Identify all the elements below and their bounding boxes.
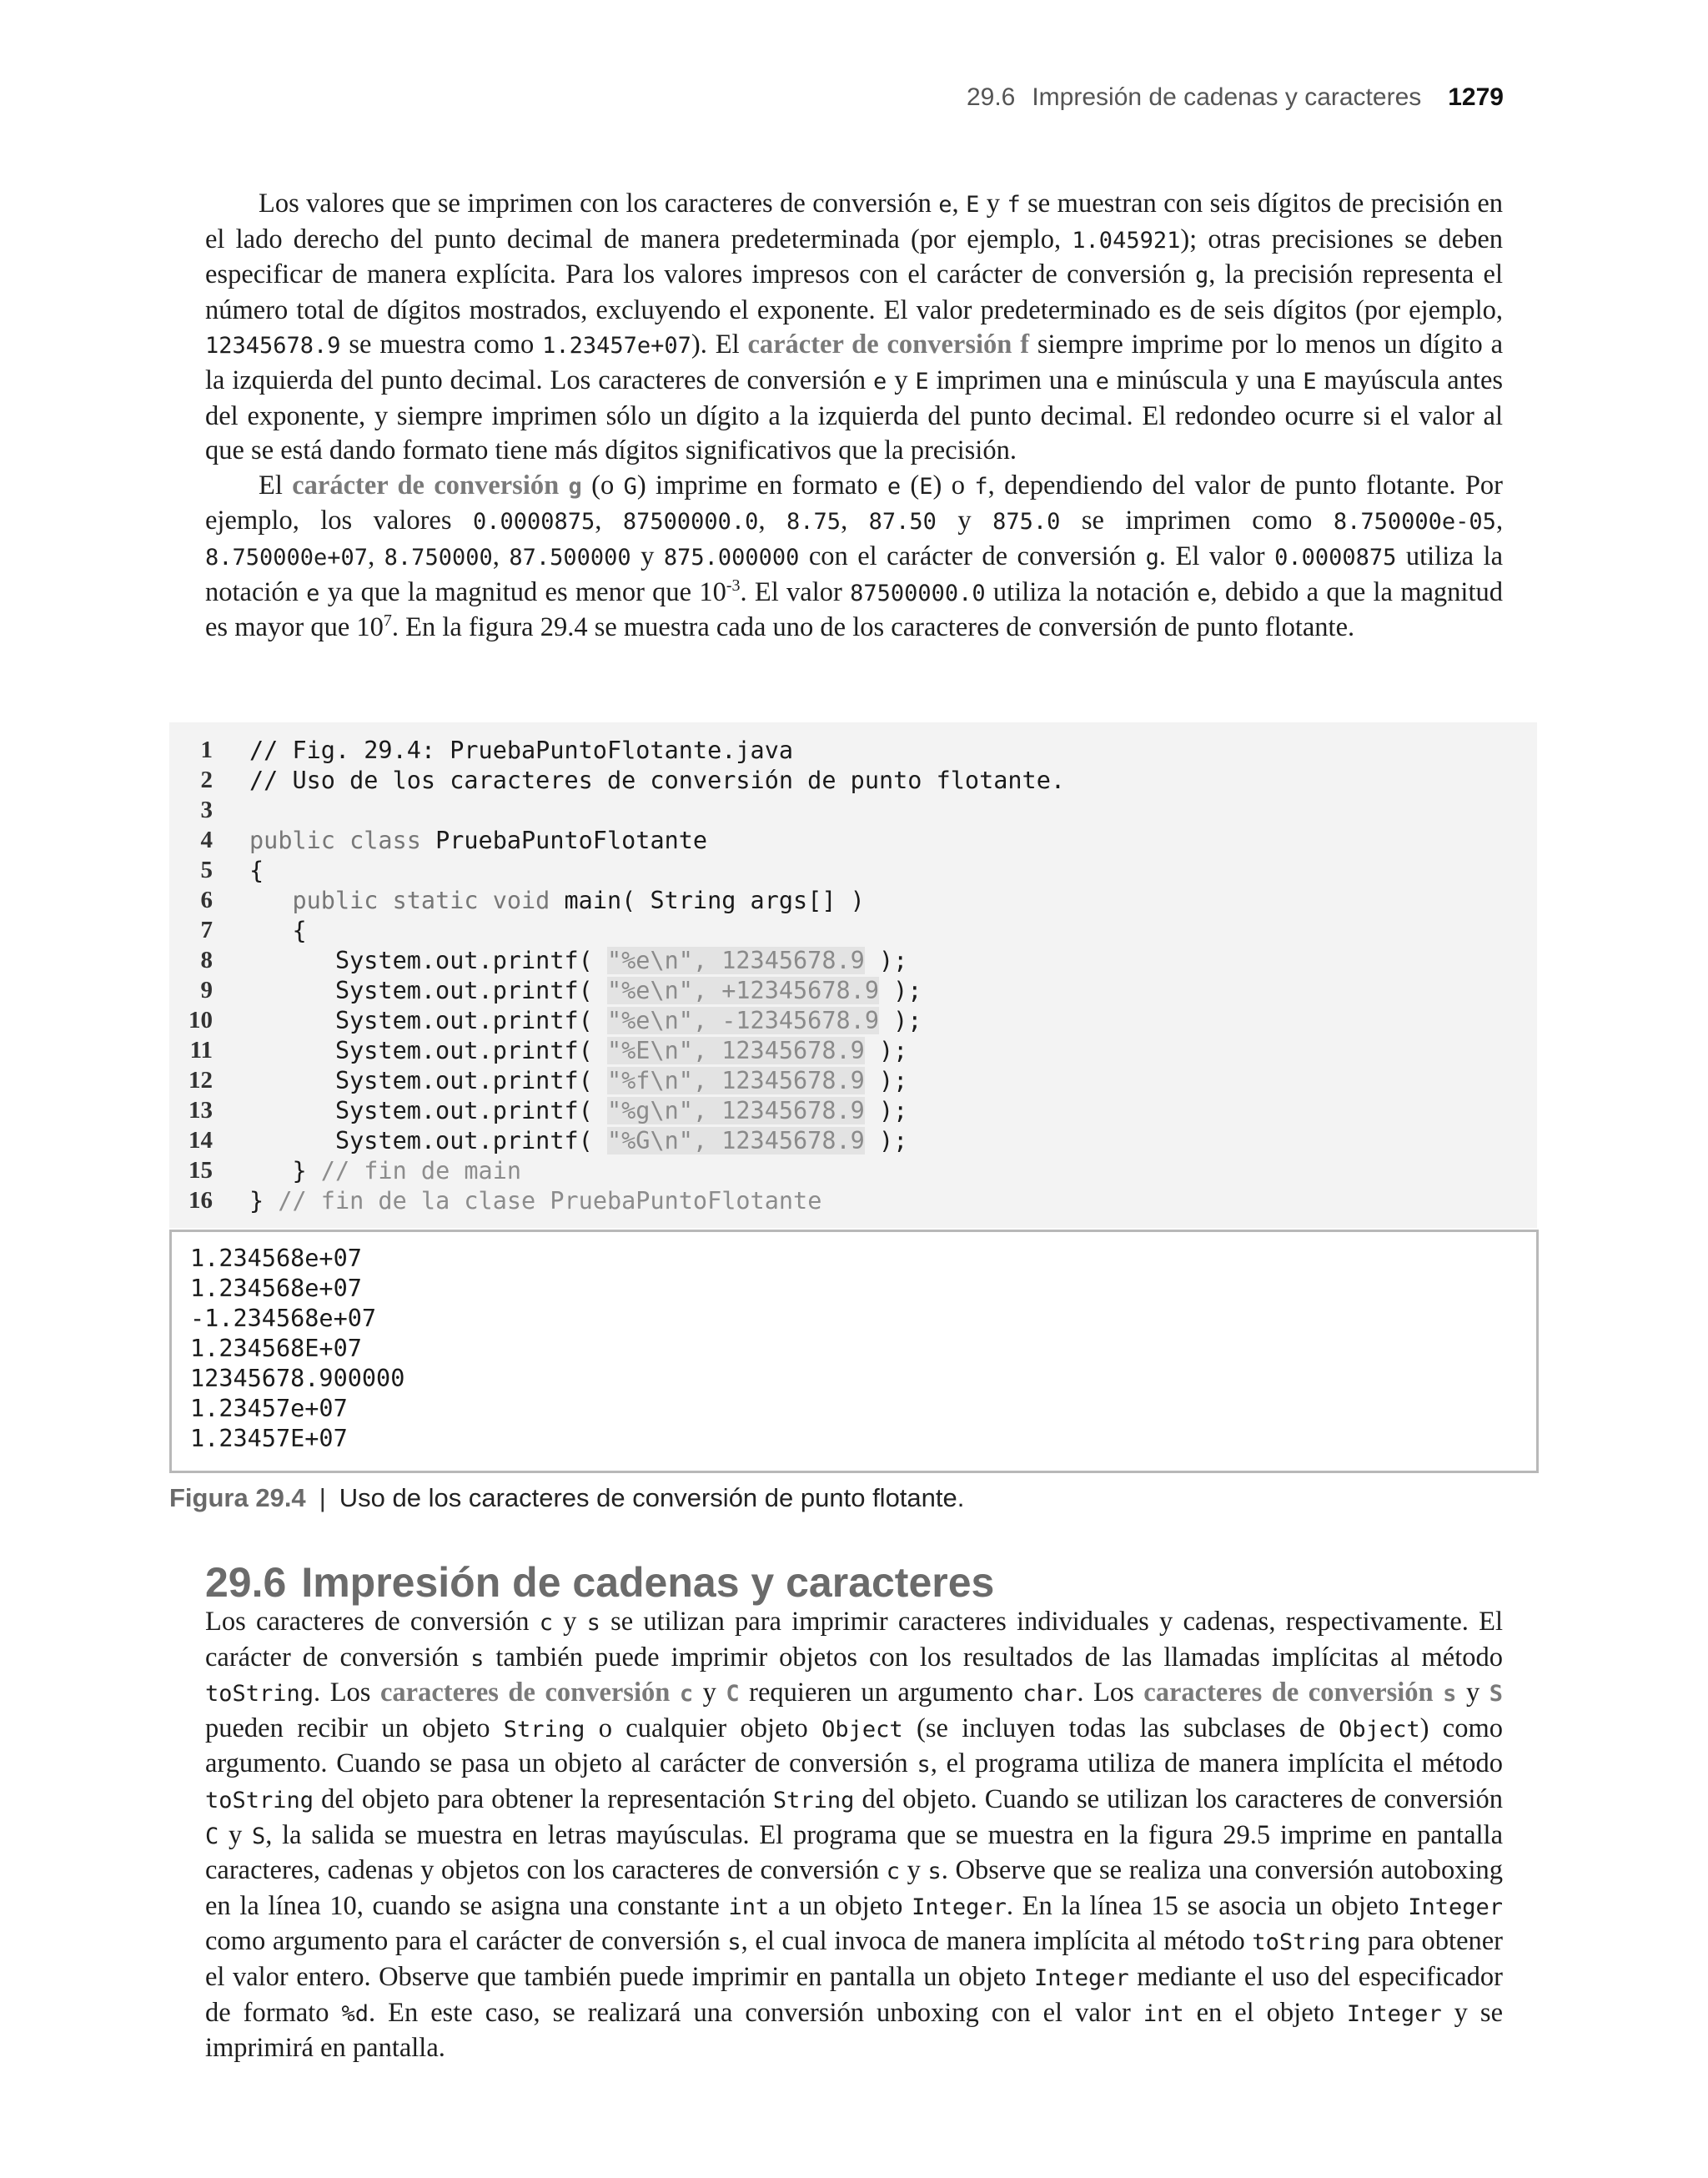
- code-line: 9 System.out.printf( "%e\n", +12345678.9 );: [169, 975, 1537, 1005]
- figure-caption: [169, 1483, 964, 1513]
- line-number: 13: [188, 1096, 213, 1124]
- intro-text: [205, 187, 1503, 646]
- output-line: 1.234568E+07: [190, 1335, 362, 1362]
- line-number: 1: [200, 736, 213, 763]
- code-line: 12 System.out.printf( "%f\n", 12345678.9 );: [169, 1065, 1537, 1095]
- section-heading: [205, 1558, 994, 1607]
- output-line: 12345678.900000: [190, 1365, 405, 1392]
- line-number: 11: [189, 1036, 213, 1064]
- line-number: 15: [188, 1156, 213, 1184]
- output-line: -1.234568e+07: [190, 1305, 377, 1332]
- line-number: 9: [200, 976, 213, 1003]
- figure-label: Figura 29.4: [169, 1483, 306, 1512]
- section-text: [205, 1605, 1503, 2066]
- output-line: 1.234568e+07: [190, 1245, 362, 1272]
- caption-separator: |: [319, 1483, 326, 1512]
- line-number: 4: [200, 826, 213, 853]
- paragraph-1: Los valores que se imprimen con los caracteres de conversión e, E y f se muestran con seis dígitos de precisión en el lado derecho del punto decimal de manera predeterminada (por ejemplo, 1.045921); otras precisiones se deben especificar de manera explícita. Para los valores impresos con el carácter de conversión g, la precisión representa el número total de dígitos mostrados, excluyendo el exponente. El valor predeterminado es de seis dígitos (por ejemplo, 12345678.9 se muestra como 1.23457e+07). El carácter de conversión f siempre imprime por lo menos un dígito a la izquierda del punto decimal. Los caracteres de conversión e y E imprimen una e minúscula y una E mayúscula antes del exponente, y siempre imprimen sólo un dígito a la izquierda del punto decimal. El redondeo ocurre si el valor al que se está dando formato tiene más dígitos significativos que la precisión.: [205, 189, 1504, 466]
- running-head-title: Impresión de cadenas y caracteres: [1032, 83, 1422, 111]
- code-listing: [169, 722, 1537, 1228]
- line-number: 5: [200, 856, 213, 883]
- output-line: 1.234568e+07: [190, 1275, 362, 1302]
- running-head-section-number: 29.6: [966, 83, 1016, 111]
- code-line: 5 {: [169, 855, 1537, 885]
- code-line: 8 System.out.printf( "%e\n", 12345678.9 );: [169, 945, 1537, 975]
- key-term: caracteres de conversión c y C: [379, 1678, 740, 1708]
- running-head: [967, 83, 1504, 112]
- code-line: 6 public static void main( String args[] ): [169, 885, 1537, 915]
- caption-text: Uso de los caracteres de conversión de punto flotante.: [339, 1483, 965, 1512]
- line-number: 7: [200, 916, 213, 943]
- code-line: 16 } // fin de la clase PruebaPuntoFlotante: [169, 1185, 1537, 1215]
- line-number: 16: [188, 1186, 213, 1214]
- code-line: [169, 795, 1537, 825]
- code-line: 15 } // fin de main: [169, 1155, 1537, 1185]
- page-number: 1279: [1448, 83, 1504, 111]
- line-number: 12: [188, 1066, 213, 1094]
- line-number: 14: [188, 1126, 213, 1154]
- code-line: 11 System.out.printf( "%E\n", 12345678.9 );: [169, 1035, 1537, 1065]
- line-number: 6: [200, 886, 213, 913]
- key-term: caracteres de conversión s y S: [1143, 1678, 1503, 1708]
- paragraph-3: Los caracteres de conversión c y s se utilizan para imprimir caracteres individuales y cadenas, respectivamente. El carácter de conversión s también puede imprimir objetos con los resultados de las llamadas implícitas al método toString. Los caracteres de conversión c y C requieren un argumento char. Los caracteres de conversión s y S pueden recibir un objeto String o cualquier objeto Object (se incluyen todas las subclases de Object) como argumento. Cuando se pasa un objeto al carácter de conversión s, el programa utiliza de manera implícita el método toString del objeto para obtener la representación String del objeto. Cuando se utilizan los caracteres de conversión C y S, la salida se muestra en letras mayúsculas. El programa que se muestra en la figura 29.5 imprime en pantalla caracteres, cadenas y objetos con los caracteres de conversión c y s. Observe que se realiza una conversión autoboxing en la línea 10, cuando se asigna una constante int a un objeto Integer. En la línea 15 se asocia un objeto Integer como argumento para el carácter de conversión s, el cual invoca de manera implícita al método toString para obtener el valor entero. Observe que también puede imprimir en pantalla un objeto Integer mediante el uso del especificador de formato %d. En este caso, se realizará una conversión unboxing con el valor int en el objeto Integer y se imprimirá en pantalla.: [205, 1607, 1504, 2064]
- code-line: 14 System.out.printf( "%G\n", 12345678.9 );: [169, 1125, 1537, 1155]
- code-line: 7 {: [169, 915, 1537, 945]
- code-line: 1 // Fig. 29.4: PruebaPuntoFlotante.java: [169, 735, 1537, 765]
- code-line: 4 public class PruebaPuntoFlotante: [169, 825, 1537, 855]
- section-number: 29.6: [205, 1559, 287, 1606]
- key-term: carácter de conversión f: [747, 329, 1030, 360]
- section-title: Impresión de cadenas y caracteres: [301, 1559, 995, 1606]
- code-line: 10 System.out.printf( "%e\n", -12345678.9 );: [169, 1005, 1537, 1035]
- line-number: 3: [200, 796, 213, 823]
- key-term: carácter de conversión g: [292, 470, 582, 500]
- line-number: 2: [200, 766, 213, 793]
- program-output: [169, 1230, 1539, 1473]
- code-line: 2 // Uso de los caracteres de conversión de punto flotante.: [169, 765, 1537, 795]
- paragraph-2: El carácter de conversión g (o G) imprime en formato e (E) o f, dependiendo del valor de punto flotante. Por ejemplo, los valores 0.0000875, 87500000.0, 8.75, 87.50 y 875.0 se imprimen como 8.750000e-05, 8.750000e+07, 8.750000, 87.500000 y 875.000000 con el carácter de conversión g. El valor 0.0000875 utiliza la notación e ya que la magnitud es menor que $10^{-3}$. El valor 87500000.0 utiliza la notación e, debido a que la magnitud es mayor que $10^7$. En la figura 29.4 se muestra cada uno de los caracteres de conversión de punto flotante.: [205, 470, 1504, 643]
- output-line: 1.23457e+07: [190, 1395, 348, 1422]
- output-line: 1.23457E+07: [190, 1425, 348, 1452]
- line-number: 10: [188, 1006, 213, 1034]
- code-line: 13 System.out.printf( "%g\n", 12345678.9 );: [169, 1095, 1537, 1125]
- line-number: 8: [200, 946, 213, 973]
